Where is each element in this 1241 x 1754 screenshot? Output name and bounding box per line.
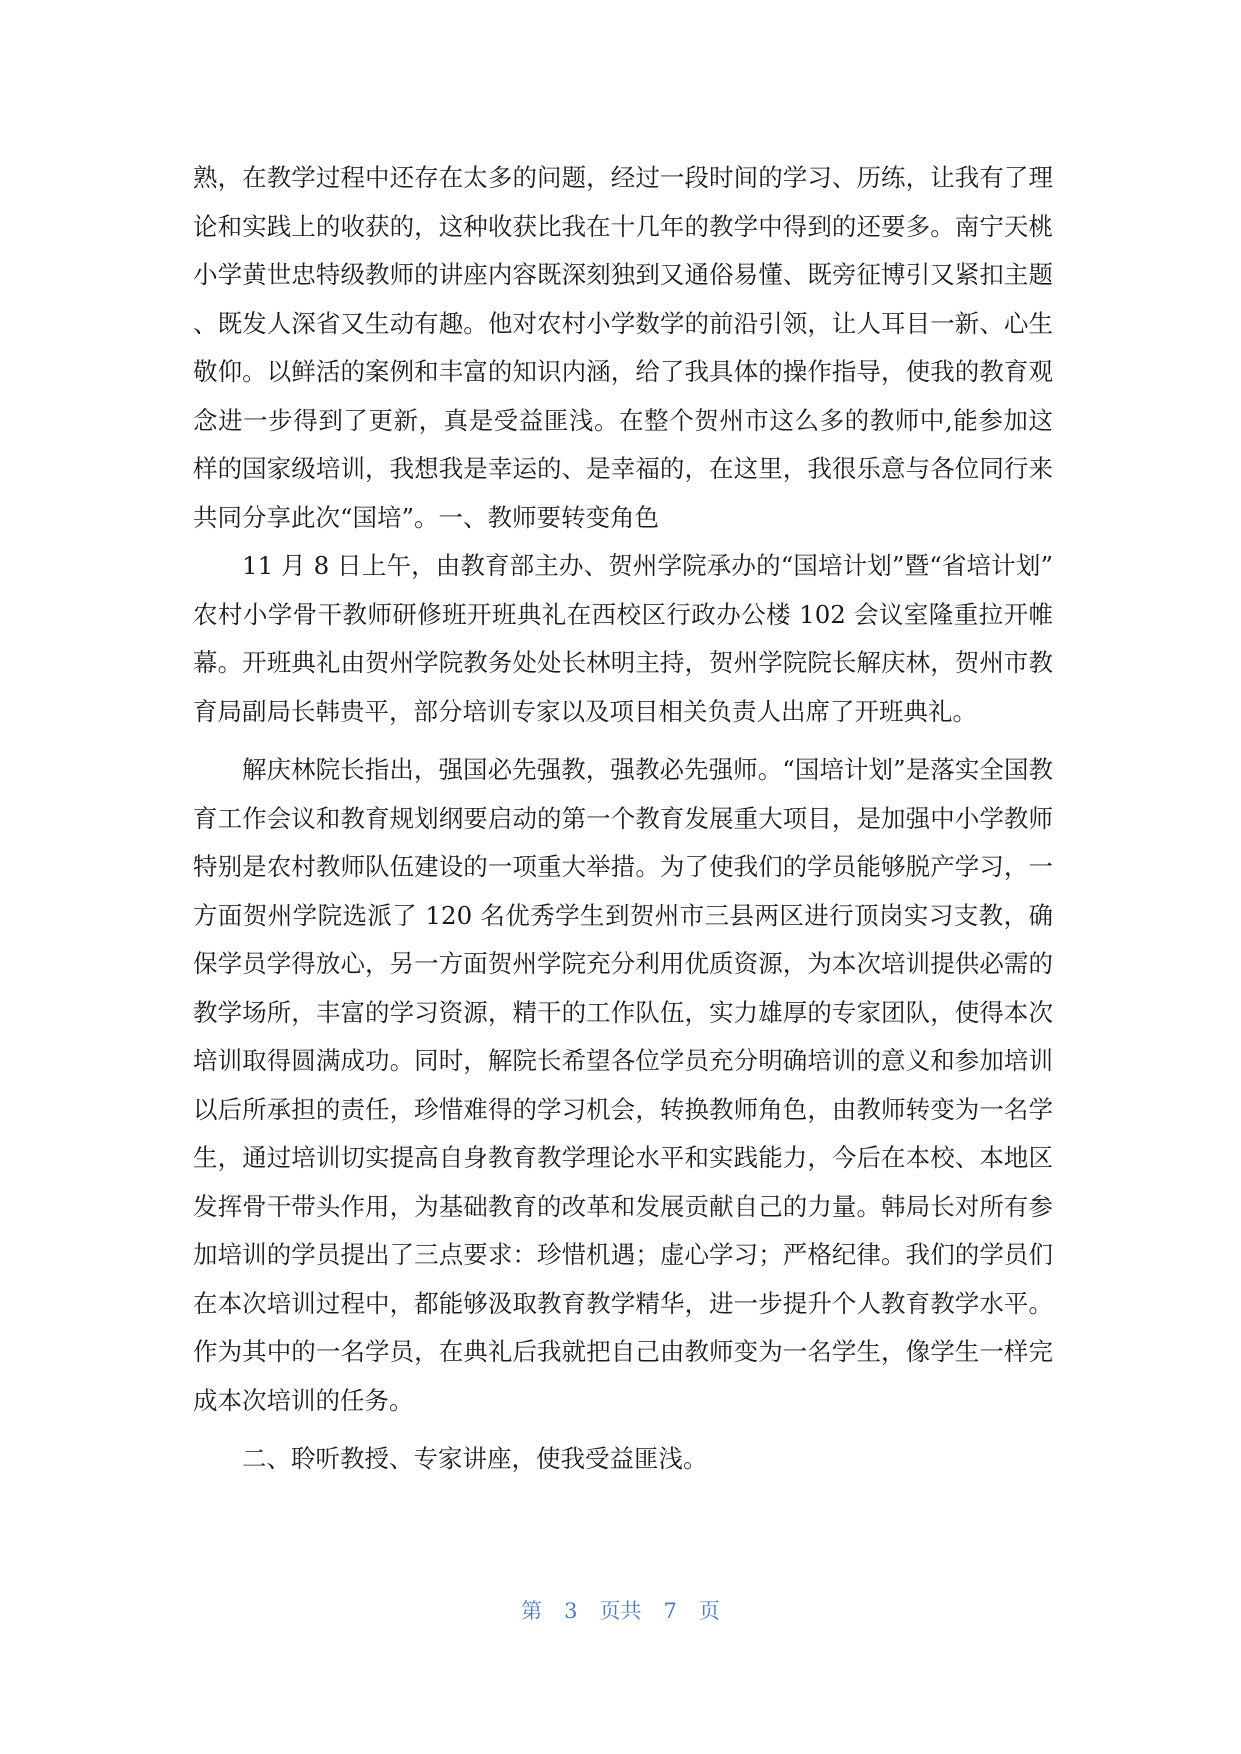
page-footer xyxy=(0,1596,1241,1626)
footer-label-prefix: 第 xyxy=(521,1599,543,1623)
section-heading-lectures: 二、聆听教授、专家讲座，使我受益匪浅。 xyxy=(242,1444,708,1473)
paragraph-president-speech: 解庆林院长指出，强国必先强教，强教必先强师。“国培计划”是落实全国教育工作会议和教育规划纲要启动的第一个教育发展重大项目，是加强中小学教师特别是农村教师队伍建设的一项重大举措。为了使我们的学员能够脱产学习，一方面贺州学院选派了 120 名优秀学生到贺州市三县两区进行顶岗实习支教，确保学员学得放心，另一方面贺州学院充分利用优质资源，为本次培训提供必需的教学场所，丰富的学习资源，精干的工作队伍，实力雄厚的专家团队，使得本次培训取得圆满成功。同时，解院长希望各位学员充分明确培训的意义和参加培训以后所承担的责任，珍惜难得的学习机会，转换教师角色，由教师转变为一名学生，通过培训切实提高自身教育教学理论水平和实践能力，今后在本校、本地区发挥骨干带头作用，为基础教育的改革和发展贡献自己的力量。韩局长对所有参加培训的学员提出了三点要求：珍惜机遇；虚心学习；严格纪律。我们的学员们在本次培训过程中，都能够汲取教育教学精华，进一步提升个人教育教学水平。作为其中的一名学员，在典礼后我就把自己由教师变为一名学生，像学生一样完成本次培训的任务。 xyxy=(193,755,1053,1415)
footer-label-middle: 页共 xyxy=(599,1599,642,1623)
document-body xyxy=(193,154,1053,1484)
paragraph-opening-ceremony: 11 月 8 日上午，由教育部主办、贺州学院承办的“国培计划”暨“省培计划”农村小学骨干教师研修班开班典礼在西校区行政办公楼 102 会议室隆重拉开帷幕。开班典礼由贺州学院教务处处长林明主持，贺州学院院长解庆林，贺州市教育局副局长韩贵平，部分培训专家以及项目相关负责人出席了开班典礼。 xyxy=(193,551,1053,726)
footer-total-pages: 7 xyxy=(663,1599,677,1623)
footer-current-page: 3 xyxy=(564,1599,578,1623)
paragraph-continuation: 熟，在教学过程中还存在太多的问题，经过一段时间的学习、历练，让我有了理论和实践上的收获的，这种收获比我在十几年的教学中得到的还要多。南宁天桃小学黄世忠特级教师的讲座内容既深刻独到又通俗易懂、既旁征博引又紧扣主题、既发人深省又生动有趣。他对农村小学数学的前沿引领，让人耳目一新、心生敬仰。以鲜活的案例和丰富的知识内涵，给了我具体的操作指导，使我的教育观念进一步得到了更新，真是受益匪浅。在整个贺州市这么多的教师中,能参加这样的国家级培训，我想我是幸运的、是幸福的，在这里，我很乐意与各位同行来共同分享此次“国培”。一、教师要转变角色 xyxy=(193,163,1053,532)
footer-label-suffix: 页 xyxy=(698,1599,720,1623)
